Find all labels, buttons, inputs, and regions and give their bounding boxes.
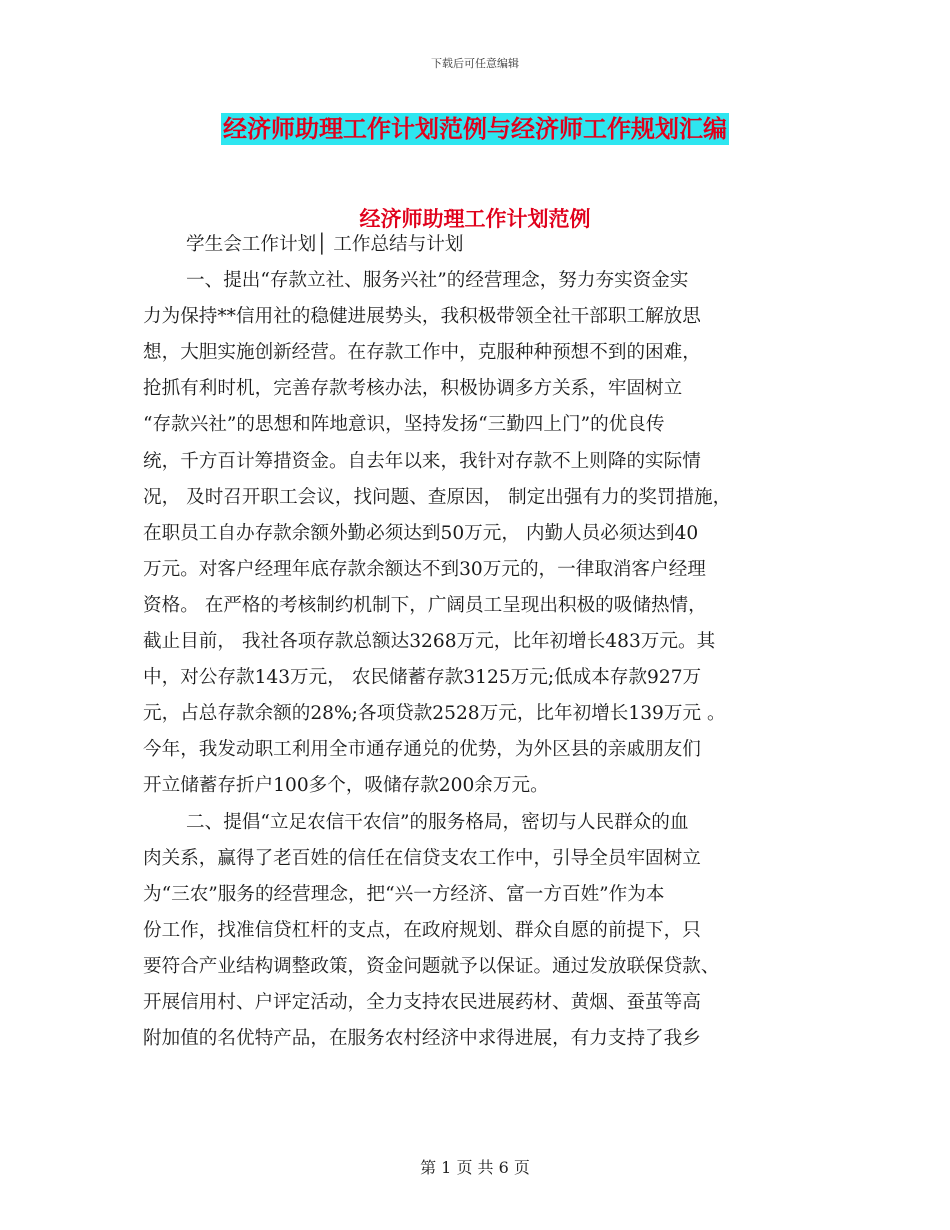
- paragraph-line: 为“三农”服务的经营理念，把“兴一方经济、富一方百姓”作为本: [143, 883, 665, 905]
- paragraph-line: “存款兴社”的思想和阵地意识，坚持发扬“三勤四上门”的优良传: [143, 414, 665, 436]
- paragraph-line: 资格。 在严格的考核制约机制下，广阔员工呈现出积极的吸储热情，: [143, 594, 707, 616]
- paragraph-line: 截止目前， 我社各项存款总额达3268万元，比年初增长483万元。其: [143, 631, 716, 653]
- paragraph-line: 二、提倡“立足农信干农信”的服务格局，密切与人民群众的血: [186, 811, 689, 833]
- paragraph-line: 份工作，找准信贷杠杆的支点，在政府规划、群众自愿的前提下，只: [143, 919, 701, 941]
- paragraph-line: 今年，我发动职工利用全市通存通兑的优势，为外区县的亲戚朋友们: [143, 739, 701, 761]
- paragraph-line: 中，对公存款143万元， 农民储蓄存款3125万元;低成本存款927万: [143, 667, 702, 689]
- paragraph-line: 抢抓有利时机，完善存款考核办法，积极协调多方关系，牢固树立: [143, 378, 683, 400]
- paragraph-line: 一、提出“存款立社、服务兴社”的经营理念，努力夯实资金实: [186, 270, 689, 292]
- page-footer: 第 1 页 共 6 页: [420, 1158, 530, 1177]
- paragraph-line: 要符合产业结构调整政策，资金问题就予以保证。通过发放联保贷款、: [143, 955, 720, 977]
- paragraph-line: 力为保持**信用社的稳健进展势头，我积极带领全社干部职工解放思: [143, 306, 701, 328]
- paragraph-line: 想，大胆实施创新经营。在存款工作中，克服种种预想不到的困难，: [143, 342, 701, 364]
- paragraph-line: 统，千方百计筹措资金。自去年以来，我针对存款不上则降的实际情: [143, 450, 701, 472]
- paragraph-line: 开展信用村、户评定活动，全力支持农民进展药材、黄烟、蚕茧等高: [143, 991, 701, 1013]
- section-title: 经济师助理工作计划范例: [359, 207, 591, 231]
- paragraph-line: 万元。对客户经理年底存款余额达不到30万元的，一律取消客户经理: [143, 558, 706, 580]
- paragraph-line: 学生会工作计划│ 工作总结与计划: [186, 234, 464, 255]
- paragraph-line: 况， 及时召开职工会议，找问题、查原因， 制定出强有力的奖罚措施，: [143, 486, 732, 508]
- paragraph-line: 附加值的名优特产品，在服务农村经济中求得进展，有力支持了我乡: [143, 1028, 701, 1050]
- paragraph-line: 元，占总存款余额的28%;各项贷款2528万元，比年初增长139万元 。: [143, 703, 726, 725]
- document-title: 经济师助理工作计划范例与经济师工作规划汇编: [223, 115, 727, 143]
- body-text: [143, 227, 823, 1057]
- header-note: 下载后可任意编辑: [431, 57, 519, 70]
- paragraph-line: 开立储蓄存折户100多个，吸储存款200余万元。: [143, 775, 549, 797]
- paragraph-line: 在职员工自办存款余额外勤必须达到50万元， 内勤人员必须达到40: [143, 522, 699, 544]
- paragraph-line: 肉关系，赢得了老百姓的信任在信贷支农工作中，引导全员牢固树立: [143, 847, 701, 869]
